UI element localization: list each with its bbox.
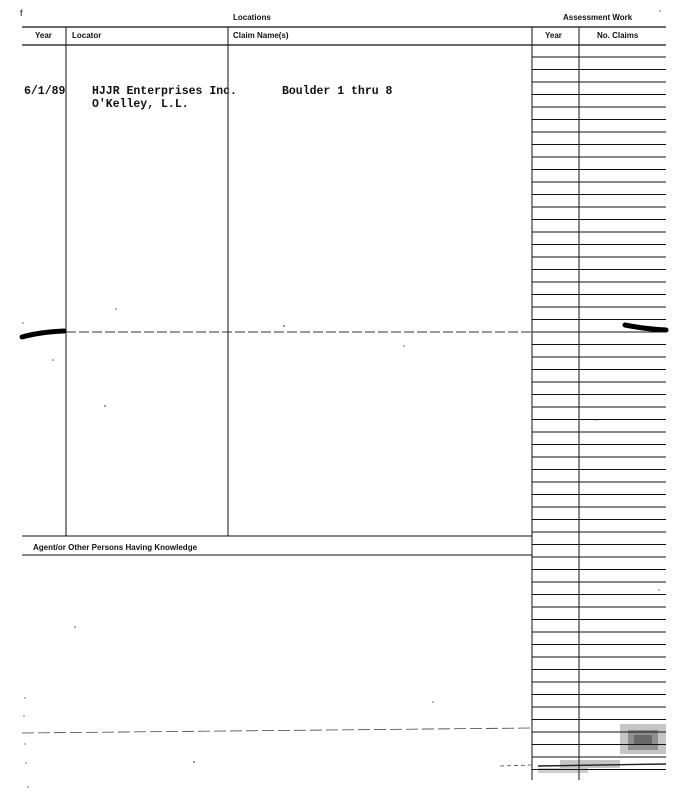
year-column-header: Year	[35, 31, 52, 40]
locator-column-header: Locator	[72, 31, 102, 40]
claim-names-column-header: Claim Name(s)	[233, 31, 289, 40]
assessment-work-heading: Assessment Work	[563, 13, 633, 22]
entry-claim-names: Boulder 1 thru 8	[282, 85, 393, 98]
agent-section-label: Agent/or Other Persons Having Knowledge	[33, 543, 198, 552]
corner-mark: f	[20, 8, 23, 18]
entry-year: 6/1/89	[24, 85, 66, 98]
locations-heading: Locations	[233, 13, 271, 22]
assessment-year-column-header: Year	[545, 31, 562, 40]
entry-locator-line-2: O'Kelley, L.L.	[92, 98, 189, 111]
entry-locator-line-1: HJJR Enterprises Inc.	[92, 85, 237, 98]
no-claims-column-header: No. Claims	[597, 31, 639, 40]
